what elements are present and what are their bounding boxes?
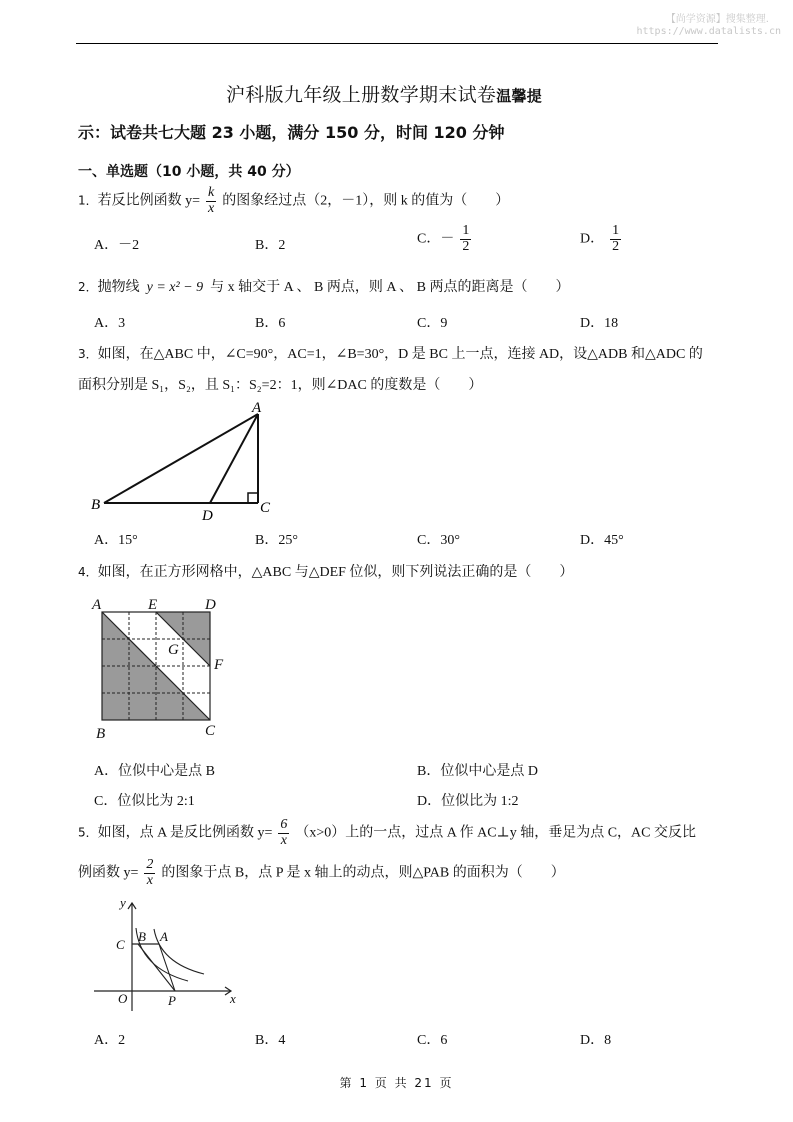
svg-text:O: O (118, 991, 128, 1006)
option-a: A．3 (94, 316, 126, 331)
option-c: C．－ $\frac{1}{2}$ (417, 223, 470, 254)
fraction: $\frac{k}{x}$ (208, 185, 215, 216)
question-1 (78, 186, 509, 216)
grid-figure (90, 594, 230, 742)
option-a: A．15° (94, 533, 138, 548)
question-3-line2: 面积分别是 S₁，S₂，且 S₁：S₂=2：1，则∠DAC 的度数是（ ） (78, 378, 483, 393)
option-b: B．4 (255, 1033, 286, 1048)
question-text: 如图，在正方形网格中，△ABC 与△DEF 位似，则下列说法正确的是（ ） (97, 565, 574, 580)
title-main: 沪科版九年级上册数学期末试卷 (226, 84, 497, 106)
svg-text:E: E (148, 597, 158, 613)
question-text: 的图象于点 B，点 P 是 x 轴上的动点，则△PAB 的面积为（ ） (161, 865, 565, 881)
question-3 (78, 343, 703, 363)
page-number: 第 1 页 共 21 页 (339, 1076, 454, 1090)
option-b: B．位似中心是点 D (417, 764, 538, 779)
watermark-url: https://www.datalists.cn (636, 26, 781, 37)
option-a: A．位似中心是点 B (94, 764, 215, 779)
svg-text:B: B (138, 929, 146, 944)
question-number: 4． (78, 565, 98, 579)
option-c: C．位似比为 2:1 (94, 794, 195, 809)
svg-text:C: C (116, 937, 125, 952)
fraction: $\frac{2}{x}$ (146, 857, 154, 888)
question-text: 与 x 轴交于 A 、 B 两点，则 A 、 B 两点的距离是（ ） (210, 280, 570, 295)
fraction: $\frac{6}{x}$ (280, 817, 288, 848)
question-text: 例函数 y= (78, 865, 139, 881)
svg-text:y: y (120, 895, 126, 910)
question-text: （x>0）上的一点，过点 A 作 AC⊥y 轴，垂足为点 C，AC 交反比 (295, 825, 697, 841)
svg-text:A: A (92, 597, 102, 613)
option-a: A．－2 (94, 238, 140, 253)
section-heading: 一、单选题（10 小题，共 40 分） (78, 164, 300, 180)
question-4 (78, 561, 573, 581)
svg-text:A: A (160, 929, 168, 944)
svg-text:A: A (252, 400, 262, 416)
option-c: C．6 (417, 1033, 448, 1048)
question-number: 5． (78, 825, 98, 840)
option-c: C．30° (417, 533, 460, 548)
option-b: B．6 (255, 316, 286, 331)
question-text: 若反比例函数 y= (97, 193, 201, 209)
svg-text:D: D (202, 508, 213, 523)
formula: y = x² − 9 (146, 280, 204, 295)
function-graph-figure (88, 893, 248, 1011)
watermark-source: 【尚学资源】搜集整理. (665, 14, 769, 25)
fraction: $\frac{1}{2}$ (462, 223, 470, 254)
option-d: D． $\frac{1}{2}$ (580, 223, 620, 254)
svg-text:C: C (260, 500, 271, 516)
svg-text:F: F (214, 657, 224, 673)
option-d: D．18 (580, 316, 619, 331)
question-2 (78, 276, 570, 296)
svg-text:D: D (205, 597, 216, 613)
question-5-line2 (78, 858, 565, 888)
svg-text:B: B (91, 497, 101, 513)
option-d: D．位似比为 1:2 (417, 794, 519, 809)
question-text: 抛物线 (97, 280, 140, 295)
option-c: C．9 (417, 316, 448, 331)
question-number: 2． (78, 280, 98, 294)
question-text: 如图，在△ABC 中，∠C=90°，AC=1，∠B=30°，D 是 BC 上一点，连接 AD，设△ADB 和△ADC 的 (97, 347, 703, 362)
svg-text:B: B (96, 726, 106, 742)
fraction: $\frac{1}{2}$ (612, 223, 620, 254)
question-text: 如图，点 A 是反比例函数 y= (97, 825, 273, 841)
option-a: A．2 (94, 1033, 126, 1048)
option-d: D．8 (580, 1033, 612, 1048)
svg-text:G: G (168, 642, 179, 658)
option-b: B．2 (255, 238, 286, 253)
option-d: D．45° (580, 533, 624, 548)
option-b: B．25° (255, 533, 298, 548)
question-5 (78, 818, 696, 848)
exam-info: 示：试卷共七大题 23 小题，满分 150 分，时间 120 分钟 (78, 123, 505, 142)
triangle-figure (88, 398, 278, 523)
svg-text:P: P (168, 993, 176, 1008)
page-title (226, 80, 542, 107)
question-text: 的图象经过点（2，－1），则 k 的值为（ ） (222, 193, 510, 209)
svg-text:x: x (230, 991, 236, 1006)
svg-text:C: C (205, 723, 216, 739)
title-tail: 温馨提 (496, 87, 543, 105)
question-number: 1． (78, 193, 98, 208)
question-number: 3． (78, 347, 98, 361)
header-rule (76, 43, 718, 44)
